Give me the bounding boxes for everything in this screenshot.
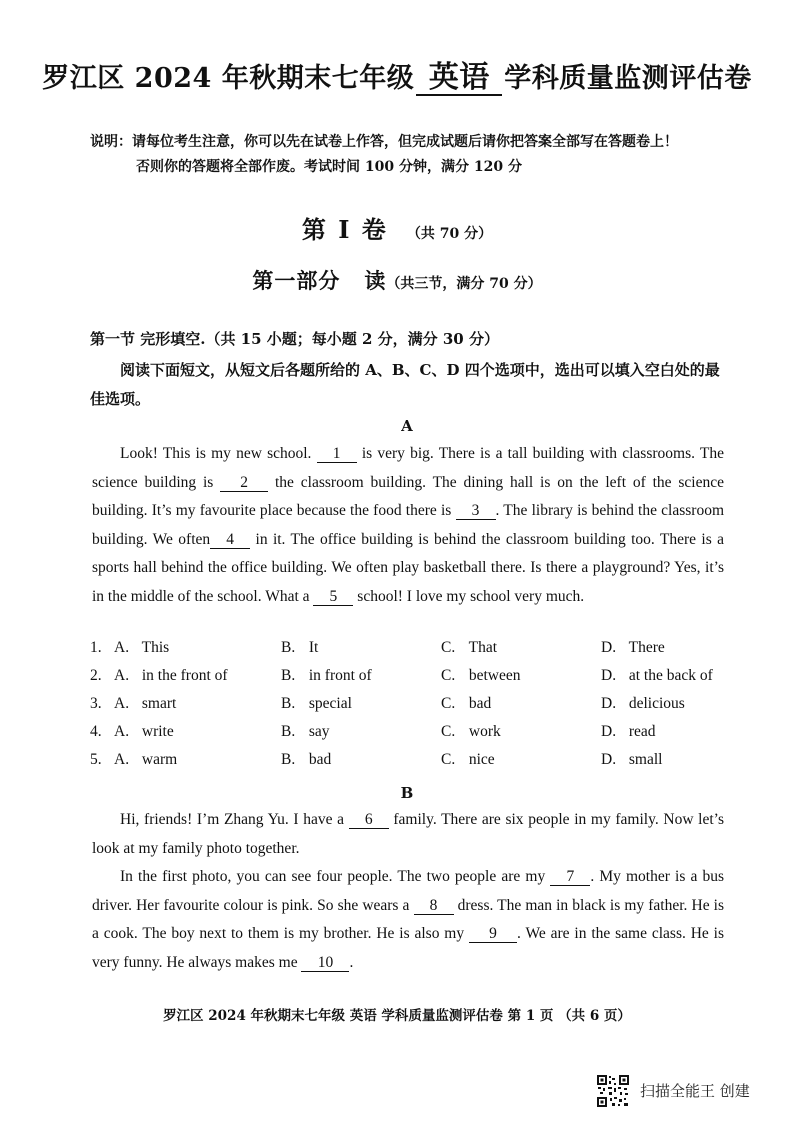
blank-5: 5	[313, 589, 353, 606]
option-a: write	[141, 723, 174, 740]
option-b: say	[308, 723, 330, 740]
option-c: work	[468, 723, 501, 740]
blank-8: 8	[414, 898, 454, 915]
option-row	[90, 639, 730, 667]
option-letter: C.	[441, 723, 456, 740]
option-letter: C.	[441, 667, 456, 684]
option-letter: A.	[114, 667, 130, 684]
option-letter: B.	[281, 723, 296, 740]
passage-a-label: A	[401, 417, 413, 435]
scanner-label: 扫描全能王 创建	[640, 1082, 750, 1100]
part-title: 第一部分	[252, 268, 341, 293]
passage-text: . My mother is a bus driver. Her favourite colour is pink. So she wears a	[92, 868, 724, 914]
volume-title: 第 I 卷	[301, 215, 388, 244]
option-letter: D.	[601, 723, 617, 740]
section-instruction: 阅读下面短文，从短文后各题所给的 A、B、C、D 四个选项中，选出可以填入空白处的最佳选项。	[90, 361, 720, 408]
passage-text: is very big. There is a tall building with classrooms. The science building is	[92, 445, 725, 491]
passage-b	[92, 806, 724, 977]
passage-b-label: B	[400, 784, 414, 802]
blank-6: 6	[349, 812, 389, 829]
passage-text: family. There are six people in my family. Now let’s look at my family photo together.	[92, 811, 725, 857]
subject-name: 英语	[416, 62, 502, 96]
page-footer: 罗江区 2024 年秋期末七年级 英语 学科质量监测评估卷 第 1 页 （共 6 页）	[163, 1008, 631, 1024]
option-letter: A.	[114, 751, 130, 768]
option-letter: D.	[601, 695, 617, 712]
question-number: 4.	[90, 723, 102, 740]
blank-2: 2	[220, 475, 268, 492]
option-a: warm	[141, 751, 178, 768]
blank-4: 4	[210, 532, 250, 549]
passage-a-paragraph	[92, 440, 724, 611]
option-c: That	[468, 639, 498, 656]
option-b: special	[308, 695, 352, 712]
volume-heading	[0, 210, 794, 245]
blank-10: 10	[301, 955, 349, 972]
option-d: There	[628, 639, 665, 656]
option-row	[90, 723, 730, 751]
blank-9: 9	[469, 926, 517, 943]
passage-text: school! I love my school very much.	[357, 587, 585, 605]
section-title: 第一节 完形填空.（共 15 小题；每小题 2 分，满分 30 分）	[90, 330, 499, 348]
option-letter: B.	[281, 639, 296, 656]
passage-text: . We are in the same class. He is very funny. He always makes me	[92, 925, 725, 971]
instruction-line-1: 说明：请每位考生注意，你可以先在试卷上作答，但完成试题后请你把答案全部写在答题卷上！	[90, 134, 678, 150]
passage-b-paragraph-2	[92, 863, 724, 977]
option-letter: B.	[281, 751, 296, 768]
option-d: delicious	[628, 695, 685, 712]
passage-b-paragraph-1	[92, 806, 724, 863]
blank-3: 3	[456, 503, 496, 520]
option-d: at the back of	[628, 667, 713, 684]
passage-text: the classroom building. The dining hall is on the left of the science building. It’s my favourite place because the food there is	[92, 473, 724, 519]
option-a: This	[141, 639, 170, 656]
passage-text: .	[349, 953, 354, 971]
exam-instructions	[90, 130, 730, 180]
option-letter: A.	[114, 723, 130, 740]
question-number: 1.	[90, 639, 102, 656]
passage-text: in it. The office building is behind the classroom building too. There is a sports hall behind the office building. We often play basketball there. Is there a playground? Yes, it’s in the middle of the school. What a	[92, 530, 724, 605]
passage-text: . The library is behind the classroom building. We often	[92, 502, 724, 548]
qr-code-icon	[596, 1074, 630, 1108]
part-heading	[0, 265, 794, 295]
option-row	[90, 695, 730, 723]
option-d: small	[628, 751, 663, 768]
option-letter: B.	[281, 695, 296, 712]
question-number: 2.	[90, 667, 102, 684]
option-d: read	[628, 723, 656, 740]
option-letter: C.	[441, 695, 456, 712]
option-letter: D.	[601, 639, 617, 656]
option-letter: B.	[281, 667, 296, 684]
option-row	[90, 751, 730, 779]
option-c: between	[468, 667, 521, 684]
option-a: in the front of	[141, 667, 228, 684]
option-letter: C.	[441, 751, 456, 768]
question-number: 5.	[90, 751, 102, 768]
passage-text: Look! This is my new school.	[120, 445, 312, 462]
option-b: bad	[308, 751, 332, 768]
blank-1: 1	[317, 446, 357, 463]
option-b: It	[308, 639, 319, 656]
option-row	[90, 667, 730, 695]
option-letter: D.	[601, 751, 617, 768]
option-b: in front of	[308, 667, 372, 684]
options-table	[90, 639, 730, 779]
part-topic: 读	[364, 268, 387, 293]
option-c: bad	[468, 695, 492, 712]
passage-text: dress. The man in black is my father. He is a cook. The boy next to them is my brother. He is also my	[92, 896, 724, 942]
passage-a	[92, 440, 724, 611]
option-a: smart	[141, 695, 177, 712]
option-letter: C.	[441, 639, 456, 656]
option-letter: A.	[114, 695, 130, 712]
passage-text: In the first photo, you can see four people. The two people are my	[120, 868, 546, 885]
exam-title	[0, 56, 794, 96]
question-number: 3.	[90, 695, 102, 712]
passage-text: Hi, friends! I’m Zhang Yu. I have a	[120, 811, 345, 828]
option-c: nice	[468, 751, 495, 768]
instruction-line-2: 否则你的答题将全部作废。考试时间 100 分钟，满分 120 分	[136, 159, 522, 175]
title-prefix: 罗江区 2024 年秋期末七年级	[42, 63, 415, 94]
title-suffix: 学科质量监测评估卷	[504, 63, 752, 94]
volume-score: （共 70 分）	[406, 226, 493, 242]
part-score: （共三节，满分 70 分）	[386, 276, 542, 292]
option-letter: A.	[114, 639, 130, 656]
blank-7: 7	[550, 869, 590, 886]
option-letter: D.	[601, 667, 617, 684]
